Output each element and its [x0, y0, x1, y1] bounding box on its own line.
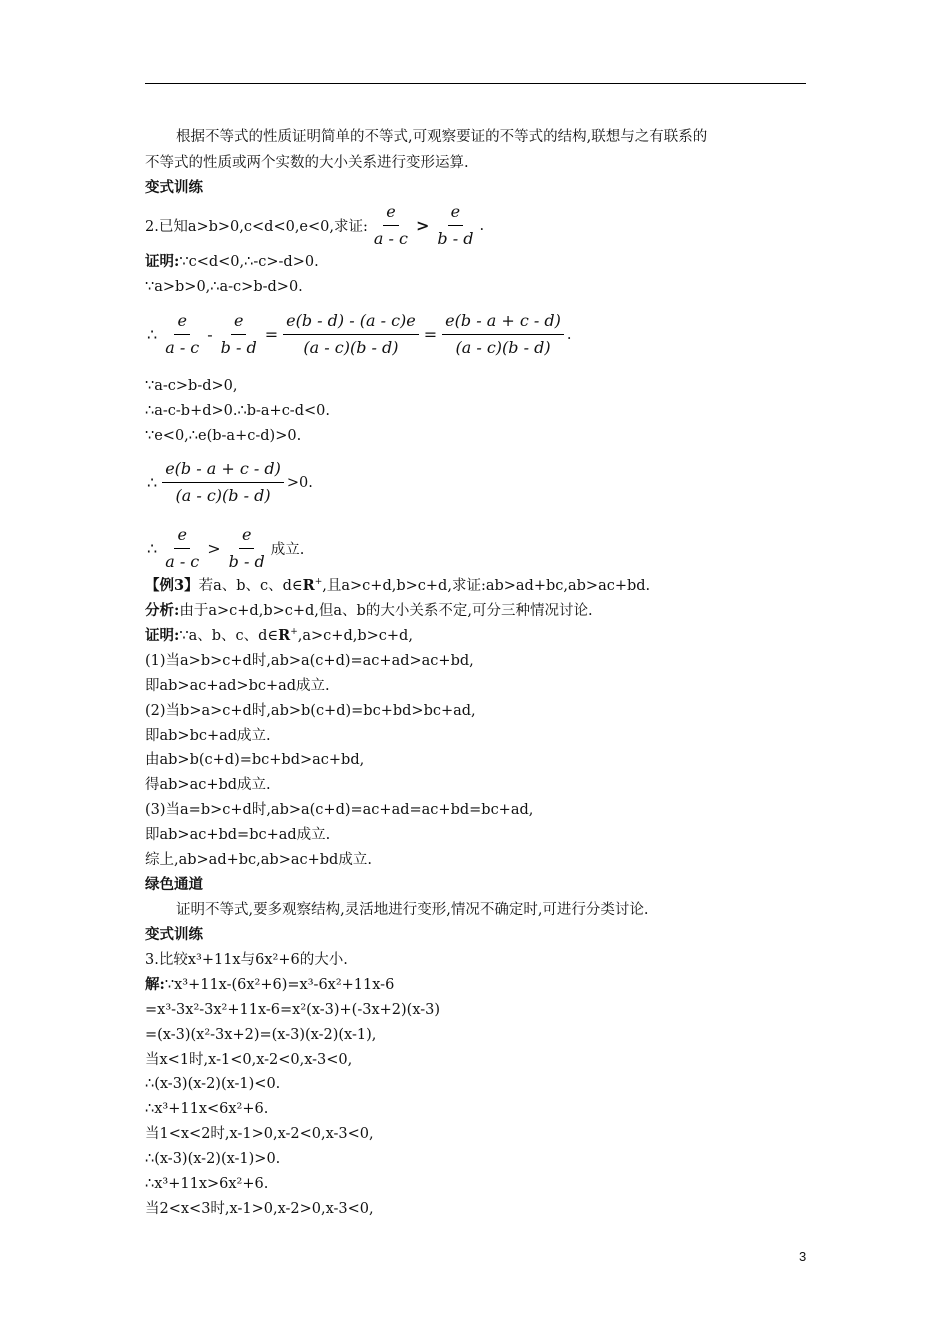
fraction-denominator: (a - c)(b - d)	[175, 486, 271, 505]
case-2: (2)当b>a>c+d时,ab>b(c+d)=bc+bd>bc+ad,	[145, 703, 476, 719]
page-number: 3	[799, 1249, 807, 1264]
solution-text: ∵x³+11x-(6x²+6)=x³-6x²+11x-6	[164, 977, 395, 993]
equation-line	[145, 311, 571, 358]
proof-line-5: ∵e<0,∴e(b-a+c-d)>0.	[145, 428, 302, 444]
proof-label: 证明:	[145, 627, 180, 644]
fraction-denominator: a - c	[373, 229, 408, 248]
case-3-conclusion: 即ab>ac+bd=bc+ad成立.	[145, 827, 331, 843]
gt-sign: >	[415, 216, 430, 235]
solution-line-10: 当2<x<3时,x-1>0,x-2>0,x-3<0,	[145, 1201, 374, 1217]
fraction	[226, 525, 268, 572]
proof-text: ∵c<d<0,∴-c>-d>0.	[179, 254, 319, 270]
fraction-numerator: e(b - a + c - d)	[442, 311, 564, 335]
fraction	[434, 202, 476, 249]
variant2-problem: 3.比较x³+11x与6x²+6的大小.	[145, 952, 348, 968]
therefore-sign: ∴	[147, 539, 158, 558]
example-label: 【例3】	[145, 577, 199, 594]
fraction-denominator: (a - c)(b - d)	[455, 338, 551, 357]
proof-line-3: ∵a-c>b-d>0,	[145, 378, 238, 394]
solution-label: 解:	[145, 976, 165, 993]
fraction-numerator: e(b - d) - (a - c)e	[283, 311, 419, 335]
set-superscript: +	[290, 627, 298, 638]
fraction-numerator: e	[174, 311, 189, 335]
fraction-denominator: b - d	[228, 552, 265, 571]
green-channel-heading: 绿色通道	[145, 876, 203, 893]
example-3-problem	[145, 577, 650, 595]
variant1-problem	[145, 202, 484, 249]
intro-line-1: 根据不等式的性质证明简单的不等式,可观察要证的不等式的结构,联想与之有联系的	[176, 129, 708, 145]
fraction-numerator: e	[174, 525, 189, 549]
fraction	[162, 525, 202, 572]
solution-line-7: 当1<x<2时,x-1>0,x-2<0,x-3<0,	[145, 1126, 374, 1142]
solution-line-5: ∴(x-3)(x-2)(x-1)<0.	[145, 1076, 281, 1092]
variant-heading-1: 变式训练	[145, 179, 203, 196]
fraction	[162, 459, 284, 506]
fraction-numerator: e	[231, 311, 246, 335]
case-2-step: 由ab>b(c+d)=bc+bd>ac+bd,	[145, 752, 365, 768]
set-symbol: R	[278, 627, 291, 644]
set-symbol: R	[302, 577, 315, 594]
period: .	[479, 217, 485, 234]
equals-sign: =	[264, 325, 279, 344]
example-text: ,且a>c+d,b>c+d,求证:ab>ad+bc,ab>ac+bd.	[322, 578, 651, 594]
therefore-sign: ∴	[147, 325, 158, 344]
solution-line-9: ∴x³+11x>6x²+6.	[145, 1176, 269, 1192]
equals-sign: =	[423, 325, 438, 344]
solution-line-6: ∴x³+11x<6x²+6.	[145, 1101, 269, 1117]
intro-line-2: 不等式的性质或两个实数的大小关系进行变形运算.	[145, 155, 469, 171]
fraction-denominator: (a - c)(b - d)	[303, 338, 399, 357]
gt-sign: >	[207, 539, 221, 558]
fraction-denominator: a - c	[165, 552, 200, 571]
header-rule	[145, 83, 806, 84]
example-text: 若a、b、c、d∈	[198, 578, 303, 594]
proof-text: ∵a、b、c、d∈	[179, 628, 279, 644]
fraction-denominator: b - d	[220, 338, 257, 357]
minus-sign: -	[207, 325, 213, 344]
variant-heading-2: 变式训练	[145, 926, 203, 943]
fraction	[371, 202, 411, 249]
fraction-denominator: a - c	[165, 338, 200, 357]
proof-line	[145, 627, 413, 645]
analysis-text: 由于a>c+d,b>c+d,但a、b的大小关系不定,可分三种情况讨论.	[179, 603, 593, 619]
set-superscript: +	[314, 577, 323, 588]
solution-line-2: =x³-3x²-3x²+11x-6=x²(x-3)+(-3x+2)(x-3)	[145, 1002, 441, 1018]
result-line-2	[145, 525, 304, 572]
fraction-numerator: e	[448, 202, 463, 226]
problem-text: 2.已知a>b>0,c<d<0,e<0,求证:	[145, 219, 368, 235]
proof-line-1	[145, 253, 319, 271]
result-text: >0.	[286, 474, 313, 491]
fraction	[442, 311, 564, 358]
analysis-line	[145, 602, 593, 620]
green-channel-text: 证明不等式,要多观察结构,灵活地进行变形,情况不确定时,可进行分类讨论.	[176, 902, 649, 918]
fraction	[283, 311, 419, 358]
case-1-conclusion: 即ab>ac+ad>bc+ad成立.	[145, 678, 330, 694]
fraction-numerator: e	[383, 202, 398, 226]
fraction-numerator: e	[239, 525, 254, 549]
proof-line-2: ∵a>b>0,∴a-c>b-d>0.	[145, 279, 303, 295]
solution-line-1	[145, 976, 394, 994]
fraction	[218, 311, 260, 358]
case-1: (1)当a>b>c+d时,ab>a(c+d)=ac+ad>ac+bd,	[145, 653, 474, 669]
proof-label: 证明:	[145, 253, 180, 270]
fraction-numerator: e(b - a + c - d)	[162, 459, 284, 483]
solution-line-8: ∴(x-3)(x-2)(x-1)>0.	[145, 1151, 281, 1167]
fraction-denominator: b - d	[437, 229, 474, 248]
analysis-label: 分析:	[145, 602, 180, 619]
proof-text: ,a>c+d,b>c+d,	[297, 628, 413, 644]
case-2-conclusion: 即ab>bc+ad成立.	[145, 728, 271, 744]
therefore-sign: ∴	[147, 473, 158, 492]
solution-line-4: 当x<1时,x-1<0,x-2<0,x-3<0,	[145, 1052, 353, 1068]
result-line-1	[145, 459, 313, 506]
summary-line: 综上,ab>ad+bc,ab>ac+bd成立.	[145, 852, 372, 868]
result-text: 成立.	[270, 542, 305, 558]
case-2-conclusion-2: 得ab>ac+bd成立.	[145, 777, 271, 793]
solution-line-3: =(x-3)(x²-3x+2)=(x-3)(x-2)(x-1),	[145, 1027, 377, 1043]
period: .	[566, 326, 572, 343]
fraction	[162, 311, 202, 358]
proof-line-4: ∴a-c-b+d>0.∴b-a+c-d<0.	[145, 403, 330, 419]
case-3: (3)当a=b>c+d时,ab>a(c+d)=ac+ad=ac+bd=bc+ad,	[145, 802, 534, 818]
